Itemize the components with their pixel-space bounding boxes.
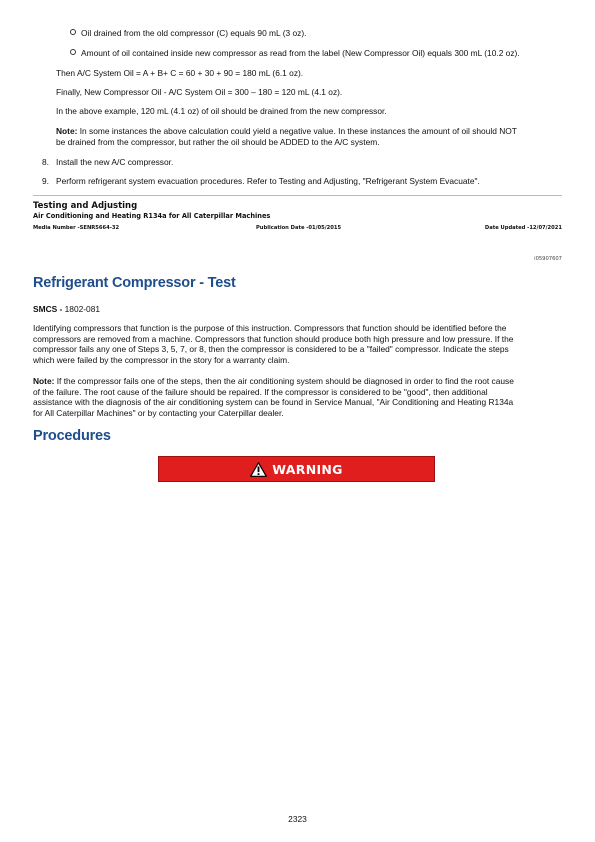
procedures-heading: Procedures bbox=[33, 428, 111, 444]
document-id: i05907607 bbox=[534, 256, 562, 262]
page-number: 2323 bbox=[288, 814, 307, 824]
calc-line: Finally, New Compressor Oil - A/C System Oil = 300 – 180 = 120 mL (4.1 oz). bbox=[56, 87, 343, 97]
warning-triangle-icon bbox=[250, 462, 267, 477]
document-category: Testing and Adjusting bbox=[33, 201, 138, 211]
smcs-code: SMCS - 1802-081 bbox=[33, 304, 101, 314]
step-8: 8. Install the new A/C compressor. bbox=[42, 157, 174, 167]
note-paragraph: Note: If the compressor fails one of the steps, then the air conditioning system should be diagnosed in order to find the root cause of the failure. The root cause of the failure should be repaired. If the compressor is considered to be "good", then additional assistance with the diagnosis of the air conditioning system can be found in Service Manual, "Air Conditioning and Heating R134a for All Caterpillar Machines" or by contacting your Caterpillar dealer. bbox=[33, 376, 514, 418]
media-number: Media Number -SENR5664-32 bbox=[33, 225, 120, 231]
warning-banner bbox=[158, 456, 435, 482]
list-item: Amount of oil contained inside new compressor as read from the label (New Compressor Oil) equals 300 mL (10.2 oz). bbox=[70, 48, 520, 59]
calc-line: Then A/C System Oil = A + B+ C = 60 + 30 + 90 = 180 mL (6.1 oz). bbox=[56, 68, 304, 78]
publication-date: Publication Date -01/05/2015 bbox=[256, 225, 342, 231]
calc-line: In the above example, 120 mL (4.1 oz) of oil should be drained from the new compressor. bbox=[56, 106, 387, 116]
date-updated: Date Updated -12/07/2021 bbox=[484, 225, 562, 231]
list-item: Oil drained from the old compressor (C) equals 90 mL (3 oz). bbox=[70, 28, 306, 39]
bullet-icon bbox=[70, 49, 76, 55]
intro-paragraph: Identifying compressors that function is the purpose of this instruction. Compressors that function should be identified before the compressors are removed from a machine. Compressors that function should produce both high pressure and low pressure. If the compressor fails any one of Steps 3, 5, 7, or 8, then the compressor is considered to be a "failed" compressor. Indicate the steps which were failed by the compressor in the story for a warranty claim. bbox=[33, 323, 514, 365]
warning-label: WARNING bbox=[272, 461, 343, 477]
section-title: Refrigerant Compressor - Test bbox=[33, 275, 236, 291]
note-paragraph: Note: In some instances the above calculation could yield a negative value. In these instances the amount of oil should NOT be drained from the compressor, but rather the oil should be ADDED to the A/C system. bbox=[56, 126, 517, 147]
step-9: 9. Perform refrigerant system evacuation procedures. Refer to Testing and Adjusting, "Refrigerant System Evacuate". bbox=[42, 176, 480, 186]
document-subtitle: Air Conditioning and Heating R134a for All Caterpillar Machines bbox=[33, 212, 271, 220]
divider bbox=[33, 195, 562, 196]
bullet-icon bbox=[70, 29, 76, 35]
